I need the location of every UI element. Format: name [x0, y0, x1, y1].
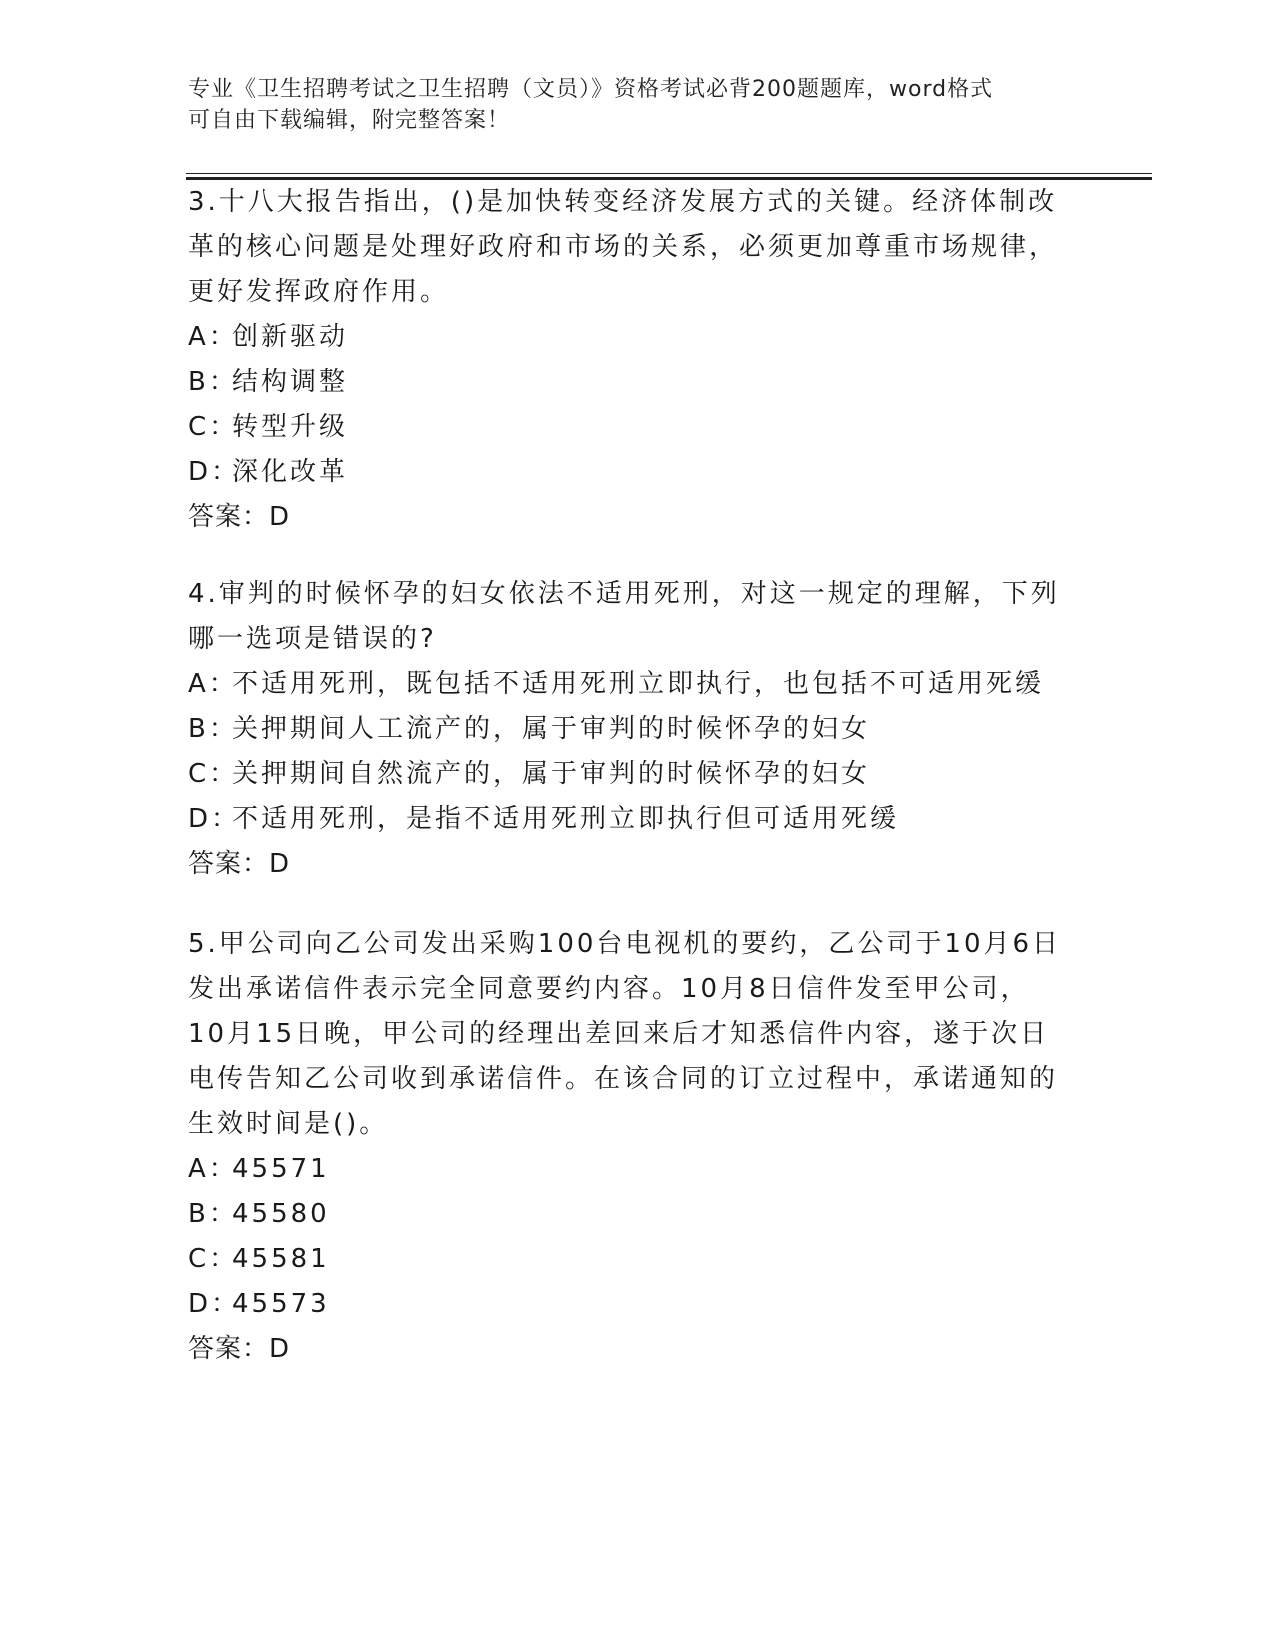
answer-label: 答案：D: [188, 849, 291, 879]
question-text: 4.审判的时候怀孕的妇女依法不适用死刑，对这一规定的理解，下列哪一选项是错误的?: [188, 579, 1060, 654]
option-b: [188, 1192, 1068, 1237]
option-key: B：: [188, 367, 238, 397]
option-key: C：: [188, 759, 239, 789]
option-text: 创新驱动: [232, 322, 349, 352]
option-b: [188, 360, 1068, 405]
option-d: [188, 450, 1068, 495]
option-a: [188, 1147, 1068, 1192]
document-header: [188, 74, 1068, 136]
option-text: 深化改革: [232, 457, 349, 487]
option-a: [188, 662, 1068, 707]
option-c: [188, 752, 1068, 797]
option-text: 关押期间人工流产的，属于审判的时候怀孕的妇女: [232, 714, 871, 744]
option-text: 转型升级: [232, 412, 349, 442]
option-text: 45580: [232, 1199, 330, 1229]
option-key: C：: [188, 412, 239, 442]
option-b: [188, 707, 1068, 752]
option-key: A：: [188, 1154, 238, 1184]
option-key: D：: [188, 1289, 241, 1319]
option-text: 关押期间自然流产的，属于审判的时候怀孕的妇女: [232, 759, 871, 789]
header-line-2: 可自由下载编辑，附完整答案！: [188, 108, 511, 133]
option-key: C：: [188, 1244, 239, 1274]
question-3: [188, 180, 1068, 540]
option-key: B：: [188, 714, 238, 744]
option-key: B：: [188, 1199, 238, 1229]
option-c: [188, 405, 1068, 450]
option-text: 45581: [232, 1244, 330, 1274]
option-d: [188, 797, 1068, 842]
answer-label: 答案：D: [188, 502, 291, 532]
option-text: 结构调整: [232, 367, 349, 397]
option-text: 45573: [232, 1289, 330, 1319]
question-text: 3.十八大报告指出，()是加快转变经济发展方式的关键。经济体制改革的核心问题是处理好政府和市场的关系，必须更加尊重市场规律，更好发挥政府作用。: [188, 187, 1059, 307]
option-key: D：: [188, 457, 241, 487]
header-divider-thin: [186, 173, 1152, 174]
option-text: 不适用死刑，既包括不适用死刑立即执行，也包括不可适用死缓: [232, 669, 1045, 699]
option-key: D：: [188, 804, 241, 834]
question-text: 5.甲公司向乙公司发出采购100台电视机的要约，乙公司于10月6日发出承诺信件表示完全同意要约内容。10月8日信件发至甲公司，10月15日晚，甲公司的经理出差回来后才知悉信件内容，遂于次日电传告知乙公司收到承诺信件。在该合同的订立过程中，承诺通知的生效时间是()。: [188, 929, 1062, 1139]
question-4: [188, 572, 1068, 887]
option-c: [188, 1237, 1068, 1282]
option-d: [188, 1282, 1068, 1327]
option-a: [188, 315, 1068, 360]
question-5: [188, 922, 1068, 1372]
answer-label: 答案：D: [188, 1334, 291, 1364]
option-key: A：: [188, 669, 238, 699]
header-line-1: 专业《卫生招聘考试之卫生招聘（文员）》资格考试必背200题题库，word格式: [188, 77, 994, 102]
option-text: 不适用死刑，是指不适用死刑立即执行但可适用死缓: [232, 804, 900, 834]
option-key: A：: [188, 322, 238, 352]
option-text: 45571: [232, 1154, 330, 1184]
